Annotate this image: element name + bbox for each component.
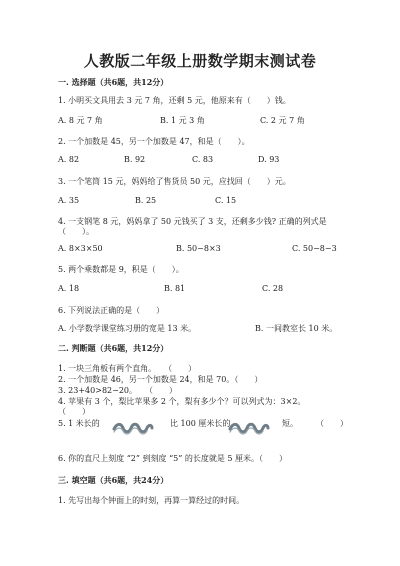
section-heading-fill: 三. 填空题（共6题，共24分） <box>58 475 169 485</box>
option: C. 15 <box>215 196 237 205</box>
option: A. 18 <box>58 284 80 293</box>
question-stem: 3. 一个笔筒 15 元，妈妈给了售货员 50 元，应找回（ ）元。 <box>58 177 291 186</box>
option: C. 83 <box>192 155 214 164</box>
judge-item: 3. 23+40>82−20。 （ ） <box>58 386 178 395</box>
rope-icon <box>112 422 154 436</box>
judge-item-text: 5. 1 米长的 <box>58 419 100 428</box>
section-heading-choice: 一. 选择题（共6题，共12分） <box>58 77 169 87</box>
rope-icon <box>228 422 270 436</box>
option: A. 35 <box>58 196 80 205</box>
option: B. 50−8×3 <box>176 244 221 253</box>
section-heading-judge: 二. 判断题（共6题，共12分） <box>58 343 169 353</box>
judge-item: 6. 你的直尺上刻度 “2” 到刻度 “5” 的长度就是 5 厘米。（ ） <box>58 454 288 463</box>
judge-item: 4. 苹果有 3 个，梨比苹果多 2 个，梨有多少个？可以列式为：3×2。 <box>58 397 306 406</box>
option: A. 82 <box>58 155 80 164</box>
judge-item: 1. 一块三角板有两个直角。 （ ） <box>58 364 197 373</box>
option: D. 93 <box>258 155 280 164</box>
option: C. 50−8−3 <box>292 244 337 253</box>
page-title: 人教版二年级上册数学期末测试卷 <box>83 52 317 70</box>
option: B. 1 元 3 角 <box>160 116 205 125</box>
option: A. 8 元 7 角 <box>58 116 103 125</box>
option: B. 一间教室长 10 米。 <box>255 324 338 333</box>
judge-item: 2. 一个加数是 46，另一个加数是 24，和是 70。（ ） <box>58 375 263 384</box>
option: C. 2 元 7 角 <box>260 116 305 125</box>
judge-item-paren: （ ） <box>316 419 348 428</box>
option: B. 25 <box>135 196 157 205</box>
judge-item-text: 短。 <box>282 419 298 428</box>
judge-item-text: 比 100 厘米长的 <box>170 419 231 428</box>
judge-item-paren: （ ） <box>58 407 90 416</box>
question-stem: 4. 一支钢笔 8 元，妈妈拿了 50 元钱买了 3 支，还剩多少钱? 正确的列式是 <box>58 217 327 226</box>
option: A. 8×3×50 <box>58 244 103 253</box>
option: B. 92 <box>124 155 146 164</box>
question-stem-continued: （ ）。 <box>58 227 94 236</box>
fill-item: 1. 先写出每个钟面上的时刻，再算一算经过的时间。 <box>58 496 245 505</box>
question-stem: 1. 小明买文具用去 3 元 7 角，还剩 5 元，他原来有（ ）钱。 <box>58 96 291 105</box>
option: C. 28 <box>262 284 284 293</box>
question-stem: 2. 一个加数是 45，另一个加数是 47，和是（ ）。 <box>58 137 250 146</box>
option: B. 81 <box>164 284 186 293</box>
question-stem: 5. 两个乘数都是 9，积是（ ）。 <box>58 265 184 274</box>
question-stem: 6. 下列说法正确的是（ ） <box>58 306 165 315</box>
option: A. 小学数学课堂练习册的宽是 13 米。 <box>58 324 197 333</box>
